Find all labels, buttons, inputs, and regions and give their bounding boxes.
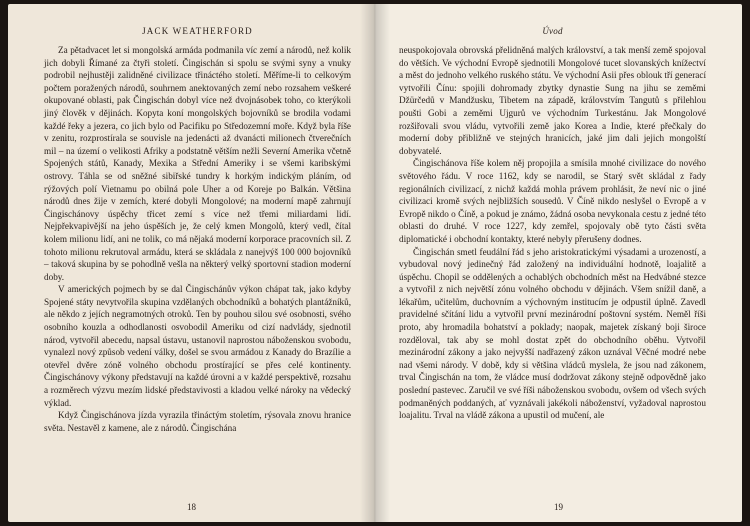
paragraph: neuspokojovala obrovská přelidněná malých království, a tak menší země spojoval do větších. Ve východní Evropě sjednotili Mongolové tucet slovanských knížectví a měst do jednoho velkého ruského státu. Ve východní Asii přes oblouk tří generací vytvořili Čínu: spojili dohromady zbytky dynastie Sung na jihu se zeměmi Džürčedů v Mandžusku, Tibetem na západě, královstvím Tangutů s přilehlou poušti Gobi a zeměmi Ujgurů ve východním Turkestánu. Jak Mongolové rozšiřovali svou vládu, vytvořili země jako Korea a Indie, které přečkaly do moderní doby přibližně ve stejných hranicích, jaké jim dali jejich mongolští dobyvatelé. (399, 45, 706, 156)
paragraph: Za pětadvacet let si mongolská armáda podmanila víc zemí a národů, než kolik jich dobyli Římané za čtyři století. Čingischán si spolu se svými syny a vnuky podrobil nejhustěji zalidněné civilizace třináctého století. Měříme-li to celkovým počtem poražených národů, souhrnem anektovaných zemí nebo rozsahem veškeré okupované oblasti, pak Čingischán dobyl více než dvojnásobek toho, co kterýkoli jiný člověk v dějinách. Kopyta koní mongolských bojovníků se brodila vodami každé řeky a jezera, co jich bylo od Pacifiku po Středozemní moře. Když byla říše v zenitu, rozprostírala se souvisle na jedenácti až dvanácti milionech čtverečních mil – na území o velikosti Afriky a podstatně větším nežli Severní Amerika včetně Spojených států, Kanady, Mexika a Střední Ameriky i se všemi karibskými ostrovy. Táhla se od sněžné sibiřské tundry k horkým indickým pláním, od rýžových polí Vietnamu po obilná pole Uher a od Koreje po Balkán. Většina národů dnes žije v zemích, které dobyli Mongolové; na moderní mapě zahrnují Čingischánovy úspěchy třicet zemí s více než třemi miliardami lidí. Nejpřekvapivější na jeho úspěších je, že celý kmen Mongolů, který vedl, čítal kolem milionu lidí, ani ne tolik, co má nějaká moderní korporace pracovních sil. Z tohoto milionu rekrutoval armádu, která se skládala z nanejvýš 100 000 bojovníků – taková skupina by se pohodlně vešla na některý velký sportovní stadion moderní doby. (44, 45, 351, 282)
open-book (8, 4, 742, 522)
running-header-author: JACK WEATHERFORD (142, 26, 253, 36)
paragraph: Když Čingischánova jízda vyrazila třináctým stoletím, rýsovala znovu hranice světa. Nestavěl z kamene, ale z národů. Čingischána (44, 410, 351, 433)
left-page-body (44, 44, 351, 434)
right-page-body (399, 44, 706, 422)
paragraph: Čingischánova říše kolem něj propojila a smísila mnohé civilizace do nového světového řádu. V roce 1162, kdy se narodil, se Starý svět skládal z řady regionálních civilizací, z nichž každá mohla právem prohlásit, že neví nic o jiné civilizaci kromě svých nejbližších sousedů. V Číně nikdo neslyšel o Evropě a v Evropě nikdo o Číně, a pokud je známo, žádná osoba nevykonala cestu z jedné této oblasti do druhé. V roce 1227, kdy zemřel, spojovaly obě tyto části světa diplomatické i obchodní kontakty, které nebyly přerušeny dodnes. (399, 158, 706, 244)
paragraph: V amerických pojmech by se dal Čingischánův výkon chápat tak, jako kdyby Spojené státy nevytvořila skupina vzdělaných obchodníků a bohatých plantážníků, ale někdo z jejích negramotných otroků. Ten by pouhou silou své osobnosti, svého osobního kouzla a odhodlanosti osvobodil Ameriku od cizí nadvlády, sjednotil národ, vytvořil abecedu, napsal ústavu, ustanovil naprostou náboženskou svobodu, vynalezl nový způsob vedení války, došel se svou armádou z Kanady do Brazílie a otevřel dvěre zóně volného obchodu prostírající se přes celé kontinenty. Čingischánovy výkony představují na každé úrovni a v každé perspektivě, rozsahu a rozměrech výzvu mezím lidské představivosti a kladou velké nároky na vědecký výklad. (44, 284, 351, 408)
page-number: 19 (554, 502, 563, 512)
paragraph: Čingischán smetl feudální řád s jeho aristokratickými výsadami a urozeností, a vybudoval nový jedinečný řád založený na individuální hodnotě, loajalitě a úspěchu. Chopil se oddělených a ochablých obchodních měst na Hedvábné stezce a vytvořil z nich největší zónu volného obchodu v dějinách. Všem snížil daně, a lékařům, učitelům, duchovním a výchovným institucím je odpustil úplně. Zavedl pravidelné sčítání lidu a vytvořil první mezinárodní poštovní systém. Neměl říši proto, aby hromadila bohatství a poklady; naopak, majetek získaný boji široce rozděloval, tak aby se mohl dostat zpět do obchodního oběhu. Vytvořil mezinárodní zákony a jako nejvyšší nadřazený zákon uznával Věčné modré nebe nad všemi národy. V době, kdy si většina vládců myslela, že jsou nad zákonem, trval Čingischán na tom, že vládce musí dodržovat zákony stejně odpovědně jako poslední pastevec. Zaručil ve své říši náboženskou svobodu, ovšem od všech svých podmaněných poddaných, ať vyznávali jakékoli náboženství, vyžadoval naprostou loajalitu. Trval na vládě zákona a upustil od mučení, ale (399, 246, 706, 421)
page-number: 18 (187, 502, 196, 512)
right-page (375, 4, 742, 522)
left-page (8, 4, 375, 522)
running-header-chapter: Úvod (542, 26, 563, 36)
